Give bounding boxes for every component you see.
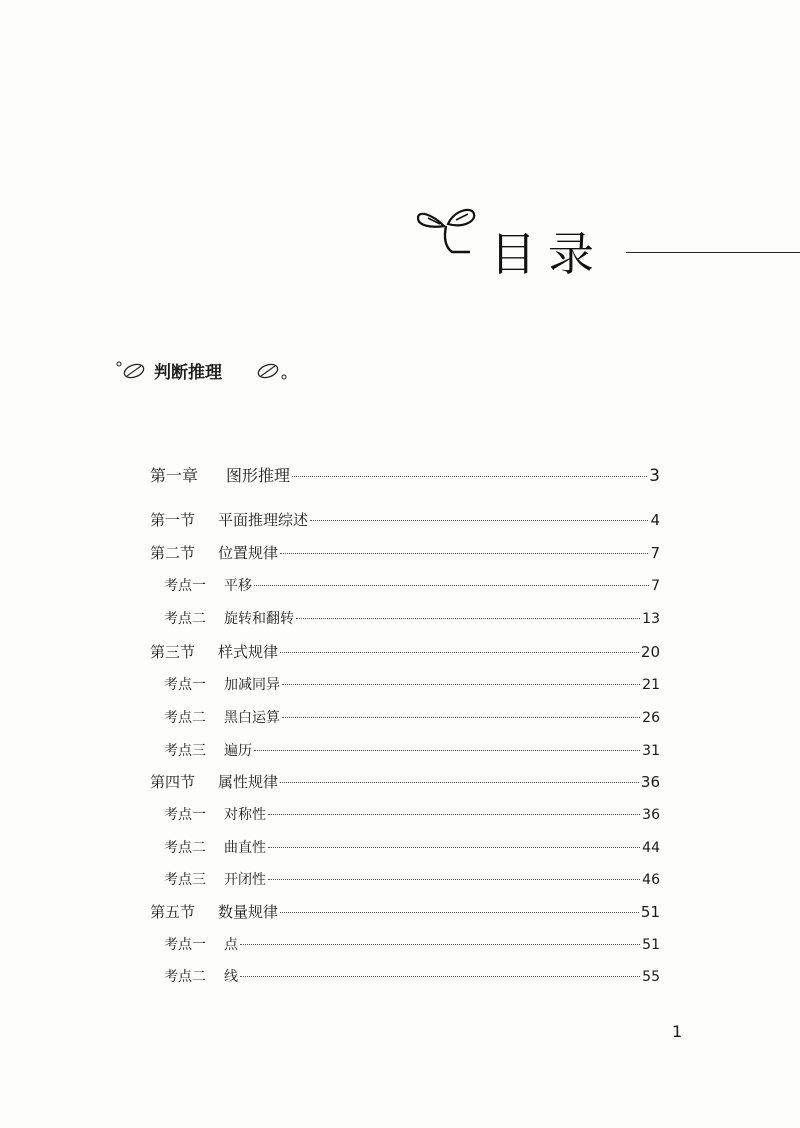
toc-entry <box>150 542 660 564</box>
toc-entry-title: 开闭性 <box>224 872 266 888</box>
dot-leader <box>268 879 640 880</box>
toc-entry-page: 13 <box>642 611 660 627</box>
toc-entry-title: 黑白运算 <box>224 710 280 726</box>
toc-entry-number: 第五节 <box>150 903 196 921</box>
dot-leader <box>268 847 640 848</box>
toc-entry <box>164 837 660 859</box>
toc-entry-number: 考点一 <box>164 677 206 693</box>
dot-leader <box>240 944 640 945</box>
toc-entry <box>164 740 660 762</box>
toc-entry-number: 考点一 <box>164 937 206 953</box>
toc-entry <box>164 608 660 630</box>
toc-entry-page: 36 <box>642 807 660 823</box>
dot-leader <box>268 814 640 815</box>
toc-entry-title: 位置规律 <box>218 544 279 562</box>
toc-entry <box>164 869 660 891</box>
toc-entry-number: 考点一 <box>164 578 206 594</box>
dot-leader <box>280 912 639 913</box>
dot-leader <box>282 684 640 685</box>
toc-entry <box>164 575 660 597</box>
toc-entry-page: 51 <box>640 903 660 921</box>
toc-entry <box>150 509 660 531</box>
toc-entry <box>164 707 660 729</box>
dot-leader <box>280 782 639 783</box>
leaf-right-icon <box>256 360 290 382</box>
toc-entry-title: 平移 <box>224 578 252 594</box>
sprout-icon <box>414 196 484 266</box>
leaf-left-icon <box>116 360 148 380</box>
page-number: 1 <box>672 1022 683 1041</box>
toc-entry-page: 55 <box>642 969 660 985</box>
toc-entry <box>150 463 660 485</box>
toc-entry-number: 考点二 <box>164 840 206 856</box>
toc-entry-title: 属性规律 <box>218 773 279 791</box>
toc-entry-title: 线 <box>224 969 238 985</box>
dot-leader <box>280 553 648 554</box>
toc-entry-number: 考点一 <box>164 807 206 823</box>
toc-entry-title: 数量规律 <box>218 903 279 921</box>
toc-title-block <box>414 196 800 286</box>
page-title: 目录 <box>490 227 606 281</box>
toc-entry <box>150 901 660 923</box>
dot-leader <box>296 618 640 619</box>
toc-entry <box>164 674 660 696</box>
toc-entry <box>150 641 660 663</box>
toc-entry-page: 31 <box>642 743 660 759</box>
title-rule <box>626 252 800 253</box>
toc-entry-title: 样式规律 <box>218 643 279 661</box>
toc-entry-title: 旋转和翻转 <box>224 611 294 627</box>
section-heading: 判断推理 <box>154 363 222 383</box>
toc-entry-page: 3 <box>649 466 660 486</box>
toc-entry <box>150 771 660 793</box>
toc-entry-title: 平面推理综述 <box>218 511 309 529</box>
toc-entry-number: 第一节 <box>150 511 196 529</box>
toc-entry-title: 对称性 <box>224 807 266 823</box>
toc-entry-number: 第一章 <box>150 466 199 485</box>
toc-entry-number: 考点二 <box>164 710 206 726</box>
toc-entry-page: 46 <box>642 872 660 888</box>
dot-leader <box>310 520 648 521</box>
toc-entry-number: 第四节 <box>150 773 196 791</box>
toc-entry-title: 加减同异 <box>224 677 280 693</box>
toc-entry-number: 第三节 <box>150 643 196 661</box>
toc-entry-page: 21 <box>642 677 660 693</box>
dot-leader <box>292 476 647 477</box>
toc-entry <box>164 966 660 988</box>
toc-entry-title: 曲直性 <box>224 840 266 856</box>
toc-entry-title: 图形推理 <box>226 466 291 485</box>
toc-entry-page: 51 <box>642 937 660 953</box>
toc-entry-number: 考点二 <box>164 969 206 985</box>
toc-entry <box>164 804 660 826</box>
toc-entry-number: 考点三 <box>164 872 206 888</box>
toc-entry-page: 26 <box>642 710 660 726</box>
toc-entry <box>164 934 660 956</box>
dot-leader <box>240 976 640 977</box>
toc-entry-page: 36 <box>640 773 660 791</box>
toc-entry-number: 第二节 <box>150 544 196 562</box>
toc-entry-page: 7 <box>651 578 660 594</box>
toc-entry-page: 20 <box>640 643 660 661</box>
dot-leader <box>282 717 640 718</box>
toc-entry-number: 考点二 <box>164 611 206 627</box>
toc-entry-page: 44 <box>642 840 660 856</box>
dot-leader <box>254 750 640 751</box>
toc-entry-number: 考点三 <box>164 743 206 759</box>
toc-entry-title: 点 <box>224 937 238 953</box>
toc-entry-page: 4 <box>650 511 660 529</box>
toc-entry-page: 7 <box>650 544 660 562</box>
dot-leader <box>280 652 639 653</box>
toc-entry-title: 遍历 <box>224 743 252 759</box>
dot-leader <box>254 585 649 586</box>
